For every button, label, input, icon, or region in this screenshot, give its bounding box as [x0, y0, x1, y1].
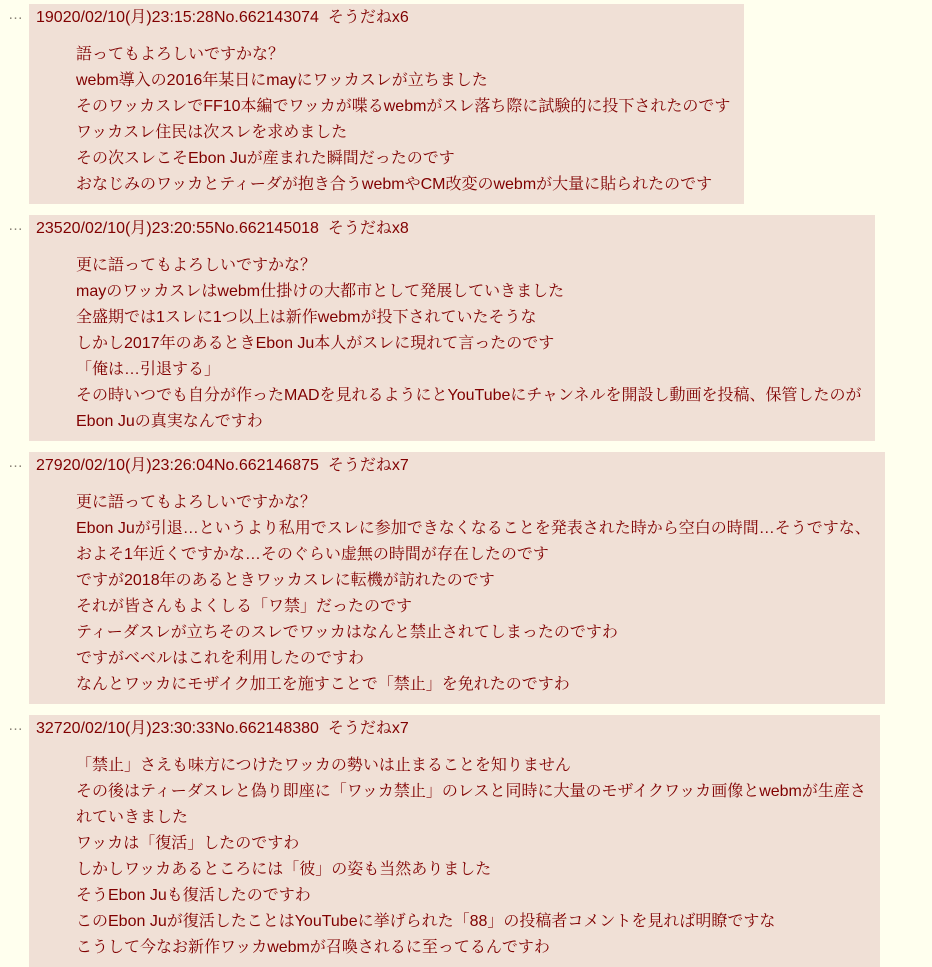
post-header	[36, 7, 730, 28]
post-del-menu-icon[interactable]: …	[8, 717, 22, 734]
post-datetime: 20/02/10(月)23:26:04	[62, 457, 214, 474]
post-reply-number: 279	[36, 457, 63, 474]
post-line: 語ってもよろしいですかな？	[76, 46, 285, 63]
post-line: こうして今なお新作ワッカwebmが召喚されるに至ってるんですわ	[76, 939, 550, 956]
sodane-button[interactable]: そうだねx7	[327, 720, 409, 737]
post-line: 全盛期では1スレに1つ以上は新作webmが投下されていたそうな	[76, 309, 537, 326]
post-datetime: 20/02/10(月)23:30:33	[62, 720, 214, 737]
post-line: Ebon Juの真実なんですわ	[76, 413, 263, 430]
post-line: Ebon Juが引退…というより私用でスレに参加できなくなることを発表された時から空白の時間…そうですな、	[76, 520, 871, 537]
post-line: webm導入の2016年某日にmayにワッカスレが立ちました	[76, 72, 488, 89]
post-line: 「俺は…引退する」	[76, 361, 221, 378]
post-id: No.662145018	[213, 220, 319, 237]
post-line: ですがベベルはこれを利用したのですわ	[76, 650, 365, 667]
post-line: なんとワッカにモザイク加工を施すことで「禁止」を免れたのですわ	[76, 676, 570, 693]
post-line: おなじみのワッカとティーダが抱き合うwebmやCM改変のwebmが大量に貼られたのです	[76, 176, 713, 193]
post-line: mayのワッカスレはwebm仕掛けの大都市として発展していきました	[76, 283, 565, 300]
post-body	[76, 253, 861, 435]
post-body	[76, 42, 730, 198]
post-del-menu-icon[interactable]: …	[8, 217, 22, 234]
post-line: れていきました	[76, 809, 189, 826]
post-line: このEbon Juが復活したことはYouTubeに挙げられた「88」の投稿者コメントを見れば明瞭ですな	[76, 913, 776, 930]
post-line: それが皆さんもよくしる「ワ禁」だったのです	[76, 598, 413, 615]
post-reply-number: 190	[36, 9, 63, 26]
post-line: しかしワッカあるところには「彼」の姿も当然ありました	[76, 861, 492, 878]
post-header	[36, 718, 866, 739]
sodane-button[interactable]: そうだねx8	[327, 220, 409, 237]
post-reply-number: 235	[36, 220, 63, 237]
post-line: そうEbon Juも復活したのですわ	[76, 887, 311, 904]
post-line: しかし2017年のあるときEbon Ju本人がスレに現れて言ったのです	[76, 335, 555, 352]
post	[29, 452, 885, 704]
post-body	[76, 490, 871, 698]
post-line: 更に語ってもよろしいですかな？	[76, 494, 317, 511]
post-datetime: 20/02/10(月)23:15:28	[62, 9, 214, 26]
post-line: ワッカは「復活」したのですわ	[76, 835, 300, 852]
post-line: そのワッカスレでFF10本編でワッカが喋るwebmがスレ落ち際に試験的に投下されたのです	[76, 98, 731, 115]
post-line: ワッカスレ住民は次スレを求めました	[76, 124, 348, 141]
post-row	[0, 4, 932, 204]
post-line: ですが2018年のあるときワッカスレに転機が訪れたのです	[76, 572, 495, 589]
post-id: No.662143074	[213, 9, 319, 26]
post-line: その後はティーダスレと偽り即座に「ワッカ禁止」のレスと同時に大量のモザイクワッカ画像とwebmが生産さ	[76, 783, 866, 800]
post-line: 更に語ってもよろしいですかな？	[76, 257, 317, 274]
post-header	[36, 218, 861, 239]
post-del-menu-icon[interactable]: …	[8, 454, 22, 471]
post-row	[0, 715, 932, 967]
post-datetime: 20/02/10(月)23:20:55	[62, 220, 214, 237]
post-id: No.662146875	[213, 457, 319, 474]
sodane-button[interactable]: そうだねx7	[327, 457, 409, 474]
post-line: その時いつでも自分が作ったMADを見れるようにとYouTubeにチャンネルを開設し動画を投稿、保管したのが	[76, 387, 862, 404]
post-row	[0, 215, 932, 441]
post-line: ティーダスレが立ちそのスレでワッカはなんと禁止されてしまったのですわ	[76, 624, 618, 641]
post-line: およそ1年近くですかな…そのぐらい虚無の時間が存在したのです	[76, 546, 549, 563]
post	[29, 4, 744, 204]
post	[29, 215, 875, 441]
post-header	[36, 455, 871, 476]
post	[29, 715, 880, 967]
post-reply-number: 327	[36, 720, 63, 737]
post-body	[76, 753, 866, 961]
post-line: その次スレこそEbon Juが産まれた瞬間だったのです	[76, 150, 455, 167]
sodane-button[interactable]: そうだねx6	[327, 9, 409, 26]
post-line: 「禁止」さえも味方につけたワッカの勢いは止まることを知りません	[76, 757, 571, 774]
post-id: No.662148380	[213, 720, 319, 737]
post-del-menu-icon[interactable]: …	[8, 6, 22, 23]
post-row	[0, 452, 932, 704]
